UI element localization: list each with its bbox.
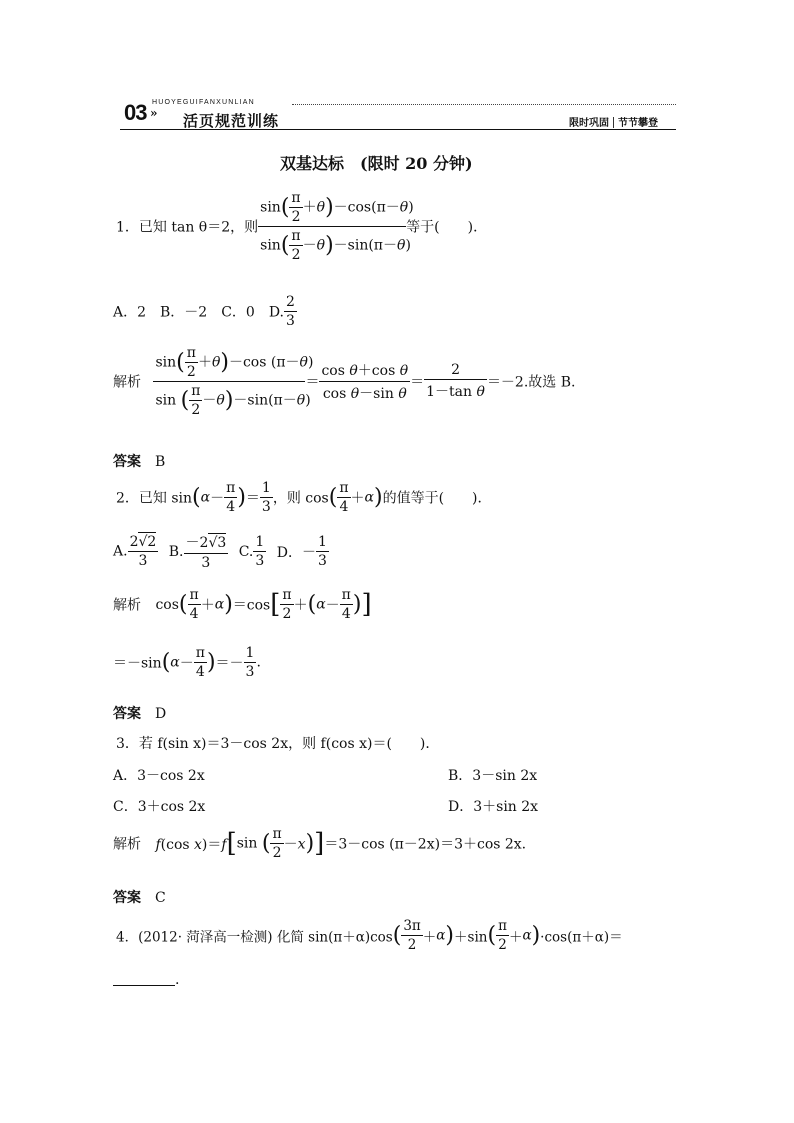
q3-option-a: A．3－cos 2x bbox=[113, 768, 205, 784]
q2-analysis: 解析 cos( $\frac{\pi}{4}$ ＋α)＝cos[ $\frac{\pi}{2}$ ＋(α－ $\frac{\pi}{4}$ )] bbox=[113, 587, 372, 622]
q1-denominator: sin( $\frac{\pi}{2}$ －θ)－sin(π－θ) bbox=[260, 228, 411, 263]
q1-answer bbox=[113, 451, 165, 471]
header-arrow-icon: » bbox=[150, 106, 158, 120]
q1-fraction bbox=[258, 190, 414, 263]
q3-option-c: C．3＋cos 2x bbox=[113, 799, 206, 815]
q4-answer-blank[interactable] bbox=[113, 985, 175, 986]
header-pinyin: HUOYEGUIFANXUNLIAN bbox=[152, 99, 255, 106]
q2-answer-value: D bbox=[155, 706, 167, 722]
q2-option-c: C. bbox=[238, 543, 254, 560]
q2-option-b: B. bbox=[168, 543, 184, 560]
q2-stem: 2．已知 sin(α－ $\frac{\pi}{4}$ )＝ $\frac{1}{3}$ ，则 cos( $\frac{\pi}{4}$ ＋α)的值等于( )． bbox=[116, 480, 492, 515]
q3-option-d: D．3＋sin 2x bbox=[448, 799, 539, 815]
q3-answer bbox=[113, 887, 166, 907]
q2-option-d: D． bbox=[276, 544, 302, 561]
q1-analysis-label: 解析 bbox=[113, 374, 141, 391]
q3-answer-label: 答案 bbox=[113, 890, 141, 906]
q3-answer-value: C bbox=[155, 890, 166, 906]
q1-options: A．2 B．－2 C．0 D. $\frac{2}{3}$ bbox=[113, 294, 295, 329]
q2-option-a: A. bbox=[113, 543, 128, 560]
q1-analysis-tail: ＝－2.故选 B. bbox=[486, 374, 576, 391]
q1-answer-value: B bbox=[155, 454, 166, 470]
q1-option-d-fraction: $\frac{2}{3}$ bbox=[286, 294, 295, 329]
q3-analysis-label: 解析 bbox=[113, 836, 141, 853]
q2-answer bbox=[113, 703, 166, 723]
q1-stem bbox=[116, 190, 487, 263]
header-right-left: 限时巩固 bbox=[569, 118, 609, 129]
q4-prefix: 4．(2012· 菏泽高一检测) 化简 sin(π＋α)cos bbox=[116, 929, 393, 946]
q1-answer-label: 答案 bbox=[113, 454, 141, 470]
q2-analysis-label: 解析 bbox=[113, 597, 141, 614]
q4-blank-end: . bbox=[175, 972, 180, 988]
header-right bbox=[569, 114, 658, 129]
q4-mid: ＋sin bbox=[454, 929, 488, 946]
q3-stem: 3．若 f(sin x)＝3－cos 2x，则 f(cos x)＝( )． bbox=[116, 736, 440, 752]
q4-suffix: ·cos(π＋α)＝ bbox=[540, 929, 623, 946]
header-right-right: 节节攀登 bbox=[618, 118, 658, 129]
q2-prefix: 2．已知 sin bbox=[116, 490, 193, 507]
q1-suffix: 等于( )． bbox=[406, 219, 488, 236]
header-rule bbox=[120, 129, 676, 130]
q2-suffix: 的值等于( )． bbox=[382, 490, 492, 507]
header-number: 03 bbox=[124, 100, 147, 125]
q4-stem: 4．(2012· 菏泽高一检测) 化简 sin(π＋α)cos( $\frac{3\pi}{2}$ ＋α)＋sin( $\frac{\pi}{2}$ ＋α)·cos(π＋α)＝ bbox=[116, 918, 623, 953]
section-title: 双基达标 (限时 20 分钟) bbox=[280, 154, 473, 173]
header-divider bbox=[613, 117, 614, 128]
header-title: 活页规范训练 bbox=[183, 113, 280, 130]
q2-answer-label: 答案 bbox=[113, 706, 141, 722]
q3-analysis-tail: ＝3－cos (π－2x)＝3＋cos 2x. bbox=[324, 836, 527, 853]
q3-analysis: 解析 f(cos x)＝f[sin ( $\frac{\pi}{2}$ －x)]＝3－cos (π－2x)＝3＋cos 2x. bbox=[113, 826, 527, 861]
q1-numerator: sin( $\frac{\pi}{2}$ ＋θ)－cos(π－θ) bbox=[260, 190, 414, 225]
q2-analysis-line2: ＝－sin(α－ $\frac{\pi}{4}$ )＝－ $\frac{1}{3}$ . bbox=[113, 645, 261, 680]
q1-prefix: 1．已知 tan θ＝2，则 bbox=[116, 219, 259, 236]
header-dotted-line bbox=[292, 104, 676, 105]
q1-analysis: 解析 sin( $\frac{\pi}{2}$ ＋θ)－cos (π－θ) sin ( $\frac{\pi}{2}$ －θ)－sin(π－θ) ＝ $\frac{\text{cos θ＋cos θ}}{\text{cos θ－sin θ}}$ ＝ $\frac{2}{\text{1－tan θ}}$ ＝－2.故选 B. bbox=[113, 345, 576, 418]
q2-options: A. $\frac{2√2}{3}$ B. $\frac{-2√3}{3}$ C. $\frac{1}{3}$ D．－ $\frac{1}{3}$ bbox=[113, 534, 327, 571]
q3-option-b: B．3－sin 2x bbox=[448, 768, 538, 784]
